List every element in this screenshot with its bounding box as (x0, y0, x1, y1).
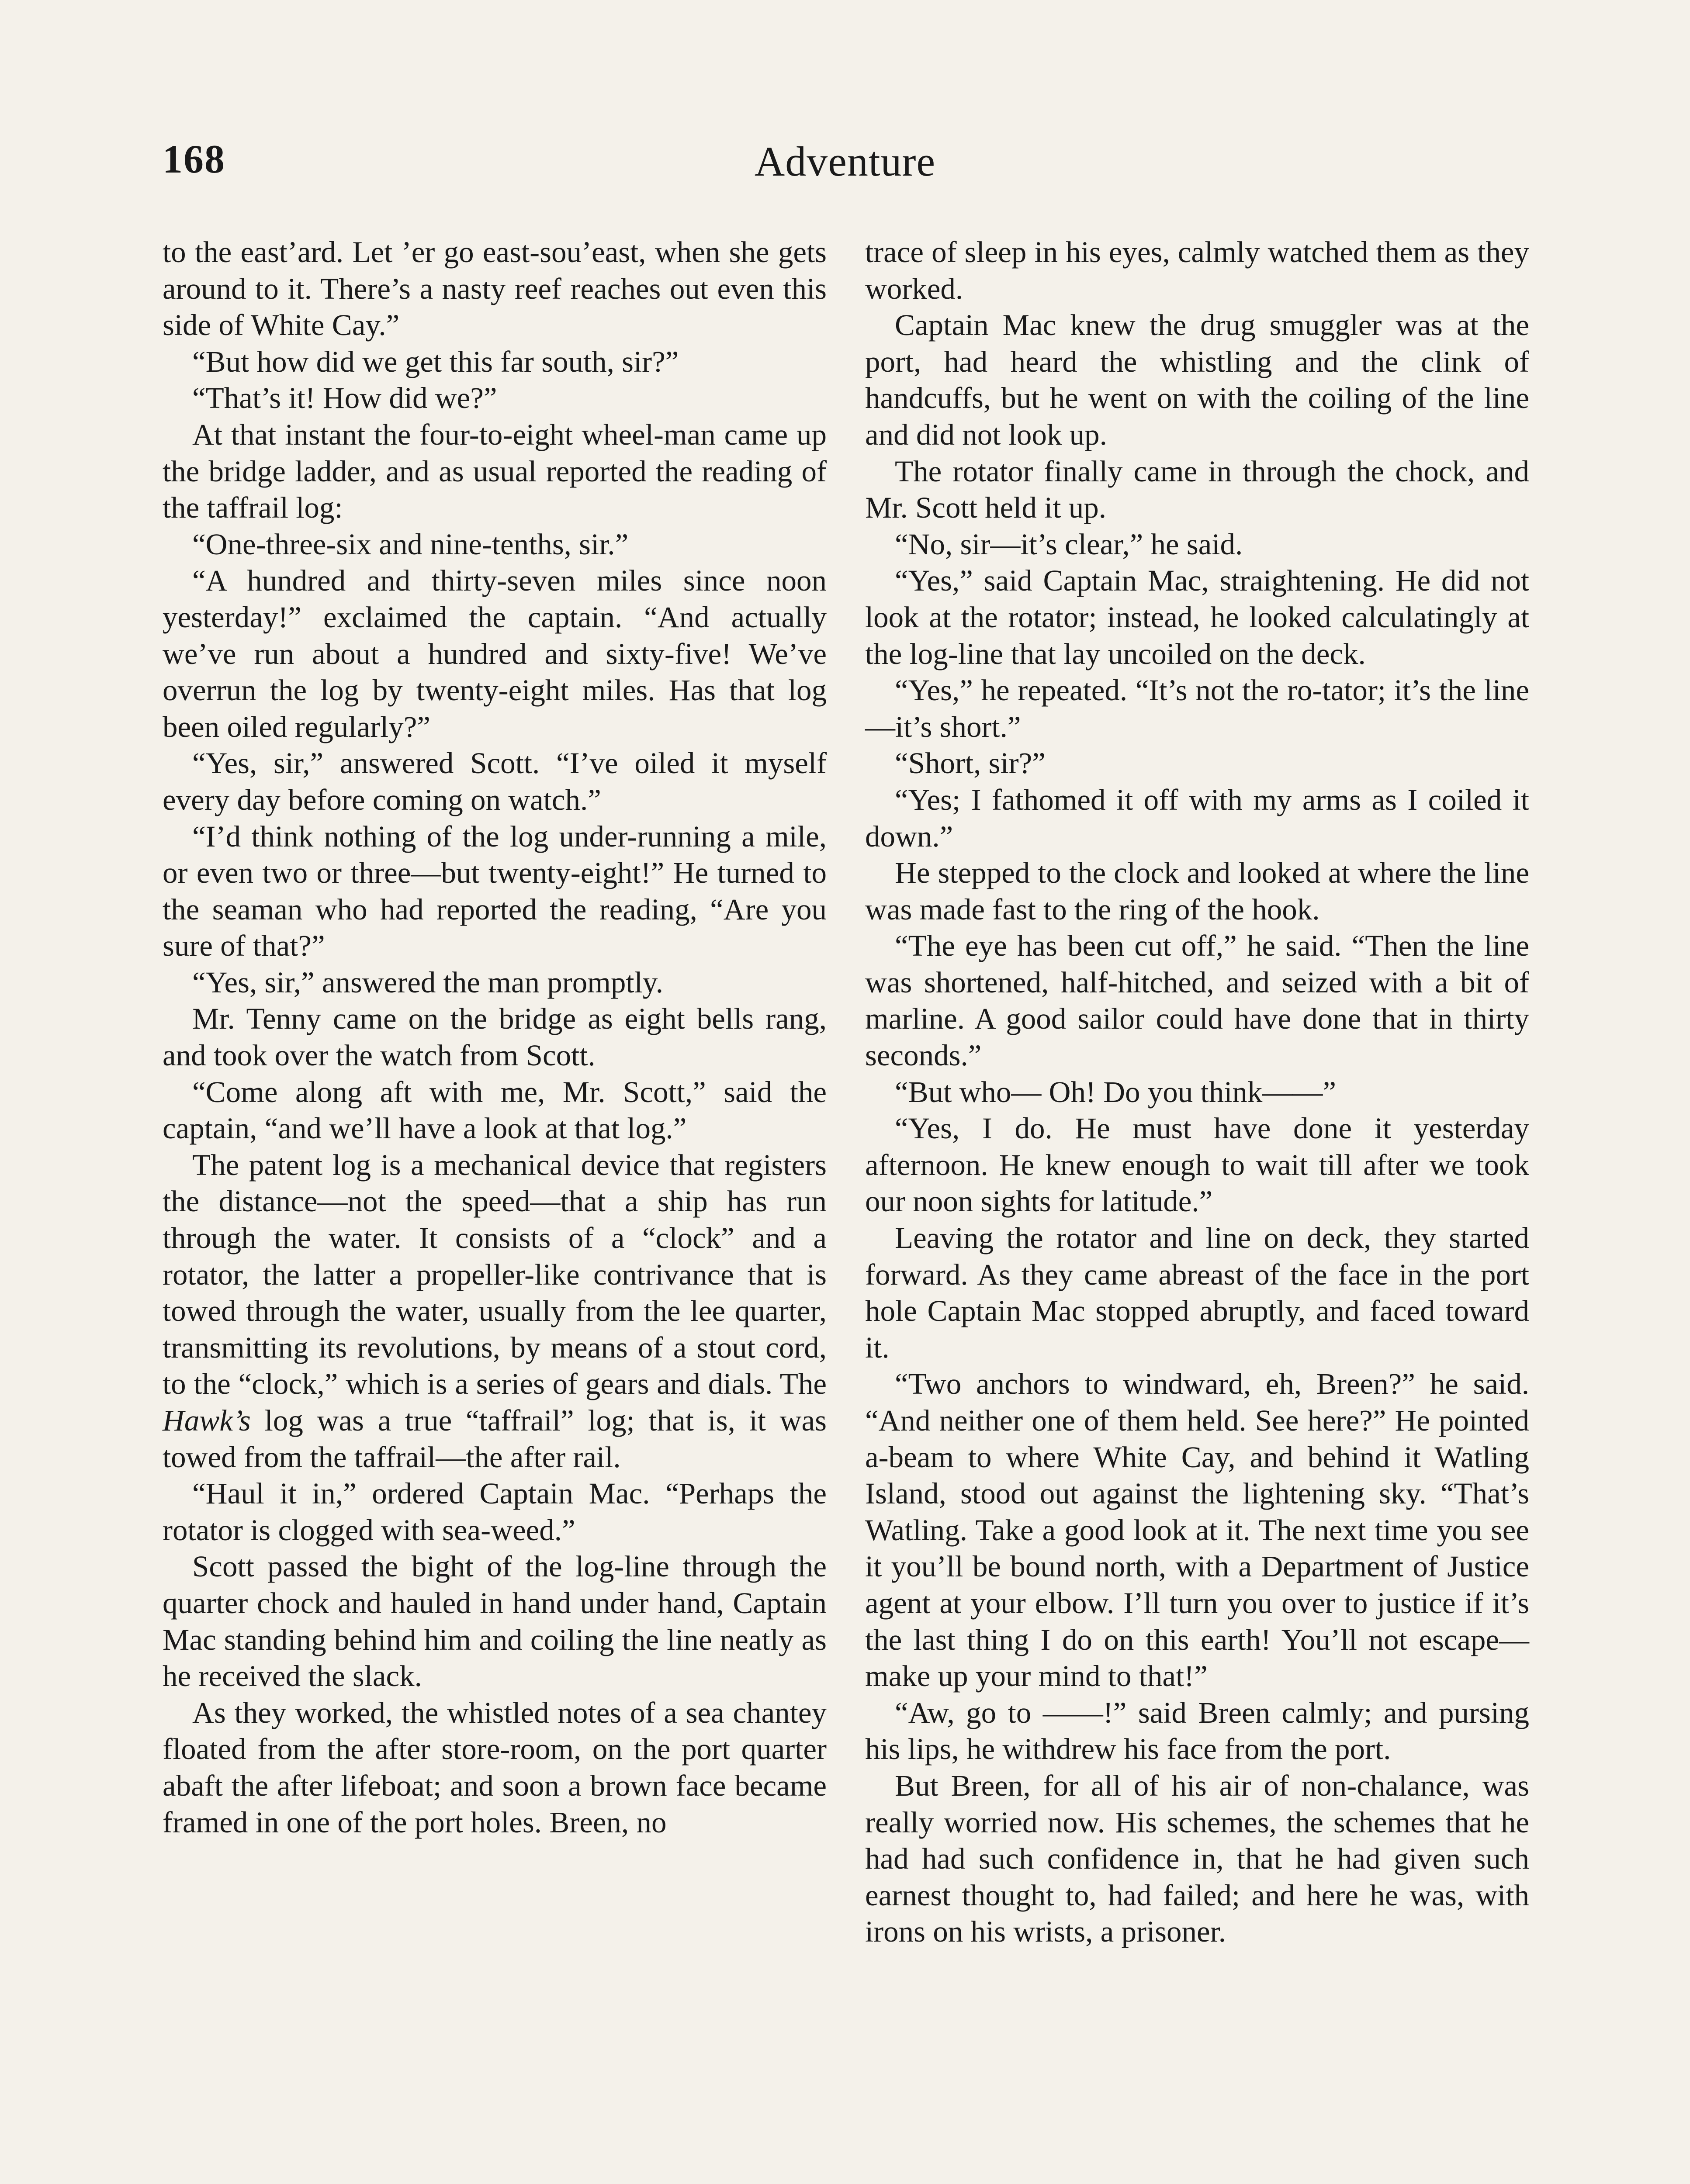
paragraph-text: But Breen, for all of his air of non-chalance, was really worried now. His schemes, the schemes that he had had such confidence in, that he had given such earnest thought to, had failed; and here he was, with irons on his wrists, a prisoner. (865, 1769, 1529, 1949)
italic-ship-name: Hawk’s (163, 1404, 251, 1437)
paragraph (163, 563, 827, 745)
paragraph-text: “Short, sir?” (895, 746, 1046, 780)
page-header (0, 0, 1690, 227)
running-title: Adventure (754, 138, 936, 185)
paragraph-text: Scott passed the bight of the log-line through the quarter chock and hauled in hand under hand, Captain Mac standing behind him and coiling the line neatly as he received the slack. (163, 1550, 827, 1693)
paragraph (163, 417, 827, 526)
paragraph-text: “Haul it in,” ordered Captain Mac. “Perhaps the rotator is clogged with sea-weed.” (163, 1477, 827, 1547)
paragraph (163, 1001, 827, 1074)
paragraph (865, 234, 1529, 307)
paragraph (163, 1147, 827, 1476)
paragraph-text: As they worked, the whistled notes of a sea chantey floated from the after store-room, on the port quarter abaft the after lifeboat; and soon a brown face became framed in one of the port holes. Breen, no (163, 1696, 827, 1839)
paragraph (865, 855, 1529, 928)
paragraph (865, 307, 1529, 453)
paragraph (163, 1074, 827, 1147)
paragraph (865, 1366, 1529, 1694)
paragraph-text: to the east’ard. Let ’er go east-sou’east, when she gets around to it. There’s a nasty reef reaches out even this side of White Cay.” (163, 235, 827, 342)
page-number: 168 (163, 137, 225, 181)
paragraph-text: Leaving the rotator and line on deck, they started forward. As they came abreast of the face in the port hole Captain Mac stopped abruptly, and faced toward it. (865, 1221, 1529, 1364)
paragraph (865, 672, 1529, 745)
paragraph-text: “Yes; I fathomed it off with my arms as I coiled it down.” (865, 783, 1529, 853)
paragraph (163, 380, 827, 417)
paragraph-text: “The eye has been cut off,” he said. “Then the line was shortened, half-hitched, and seized with a bit of marline. A good sailor could have done that in thirty seconds.” (865, 929, 1529, 1072)
paragraph-text: The patent log is a mechanical device that registers the distance—not the speed—that a ship has run through the water. It consists of a “clock” and a rotator, the latter a propeller-like contrivance that is towed through the water, usually from the lee quarter, transmitting its revolutions, by means of a stout cord, to the “clock,” which is a series of gears and dials. The (163, 1148, 827, 1401)
paragraph (163, 1476, 827, 1548)
paragraph (163, 1695, 827, 1841)
paragraph (865, 928, 1529, 1074)
paragraph-text: “No, sir—it’s clear,” he said. (895, 527, 1243, 561)
paragraph (163, 526, 827, 563)
paragraph-text: He stepped to the clock and looked at where the line was made fast to the ring of the hook. (865, 856, 1529, 926)
paragraph-text: Mr. Tenny came on the bridge as eight bells rang, and took over the watch from Scott. (163, 1002, 827, 1072)
paragraph-text: “Yes,” he repeated. “It’s not the ro-tator; it’s the line—it’s short.” (865, 674, 1529, 743)
paragraph-text: “That’s it! How did we?” (192, 381, 497, 415)
paragraph-text: The rotator finally came in through the chock, and Mr. Scott held it up. (865, 454, 1529, 525)
right-text-column (865, 234, 1529, 1950)
paragraph (865, 1110, 1529, 1220)
paragraph-text: “A hundred and thirty-seven miles since noon yesterday!” exclaimed the captain. “And actually we’ve run about a hundred and sixty-five! We’ve overrun the log by twenty-eight miles. Has that log been oiled regularly?” (163, 564, 827, 743)
paragraph-text: “Yes, I do. He must have done it yesterday afternoon. He knew enough to wait till after we took our noon sights for latitude.” (865, 1112, 1529, 1218)
paragraph-text: “But who— Oh! Do you think——” (895, 1075, 1337, 1109)
paragraph (163, 234, 827, 344)
paragraph-text: “Yes,” said Captain Mac, straightening. He did not look at the rotator; instead, he looked calculatingly at the log-line that lay uncoiled on the deck. (865, 564, 1529, 670)
paragraph (865, 782, 1529, 855)
paragraph (865, 1768, 1529, 1950)
paragraph-text: “Come along aft with me, Mr. Scott,” said the captain, “and we’ll have a look at that log.” (163, 1075, 827, 1145)
paragraph (163, 745, 827, 818)
paragraph (163, 964, 827, 1001)
paragraph-text: At that instant the four-to-eight wheel-man came up the bridge ladder, and as usual reported the reading of the taffrail log: (163, 418, 827, 525)
paragraph-text-continued: log was a true “taffrail” log; that is, it was towed from the taffrail—the after rail. (163, 1404, 827, 1474)
paragraph (163, 819, 827, 964)
paragraph-text: “Yes, sir,” answered the man promptly. (192, 965, 664, 999)
paragraph-text: “Aw, go to ——!” said Breen calmly; and pursing his lips, he withdrew his face from the port. (865, 1696, 1529, 1766)
paragraph-text: “Two anchors to windward, eh, Breen?” he said. “And neither one of them held. See here?” He pointed a-beam to where White Cay, and behind it Watling Island, stood out against the lightening sky. “That’s Watling. Take a good look at it. The next time you see it you’ll be bound north, with a Department of Justice agent at your elbow. I’ll turn you over to justice if it’s the last thing I do on this earth! You’ll not escape—make up your mind to that!” (865, 1367, 1529, 1693)
paragraph (865, 453, 1529, 526)
paragraph (865, 745, 1529, 782)
paragraph (163, 344, 827, 380)
paragraph (163, 1548, 827, 1694)
left-text-column (163, 234, 827, 1841)
paragraph (865, 563, 1529, 672)
paragraph-text: “I’d think nothing of the log under-running a mile, or even two or three—but twenty-eight!” He turned to the seaman who had reported the reading, “Are you sure of that?” (163, 819, 827, 963)
paragraph (865, 1220, 1529, 1366)
paragraph-text: trace of sleep in his eyes, calmly watched them as they worked. (865, 235, 1529, 305)
paragraph-text: Captain Mac knew the drug smuggler was at the port, had heard the whistling and the clink of handcuffs, but he went on with the coiling of the line and did not look up. (865, 308, 1529, 451)
paragraph (865, 526, 1529, 563)
paragraph-text: “One-three-six and nine-tenths, sir.” (192, 527, 629, 561)
paragraph-text: “But how did we get this far south, sir?” (192, 345, 679, 378)
paragraph-text: “Yes, sir,” answered Scott. “I’ve oiled it myself every day before coming on watch.” (163, 746, 827, 816)
paragraph (865, 1695, 1529, 1768)
paragraph (865, 1074, 1529, 1111)
